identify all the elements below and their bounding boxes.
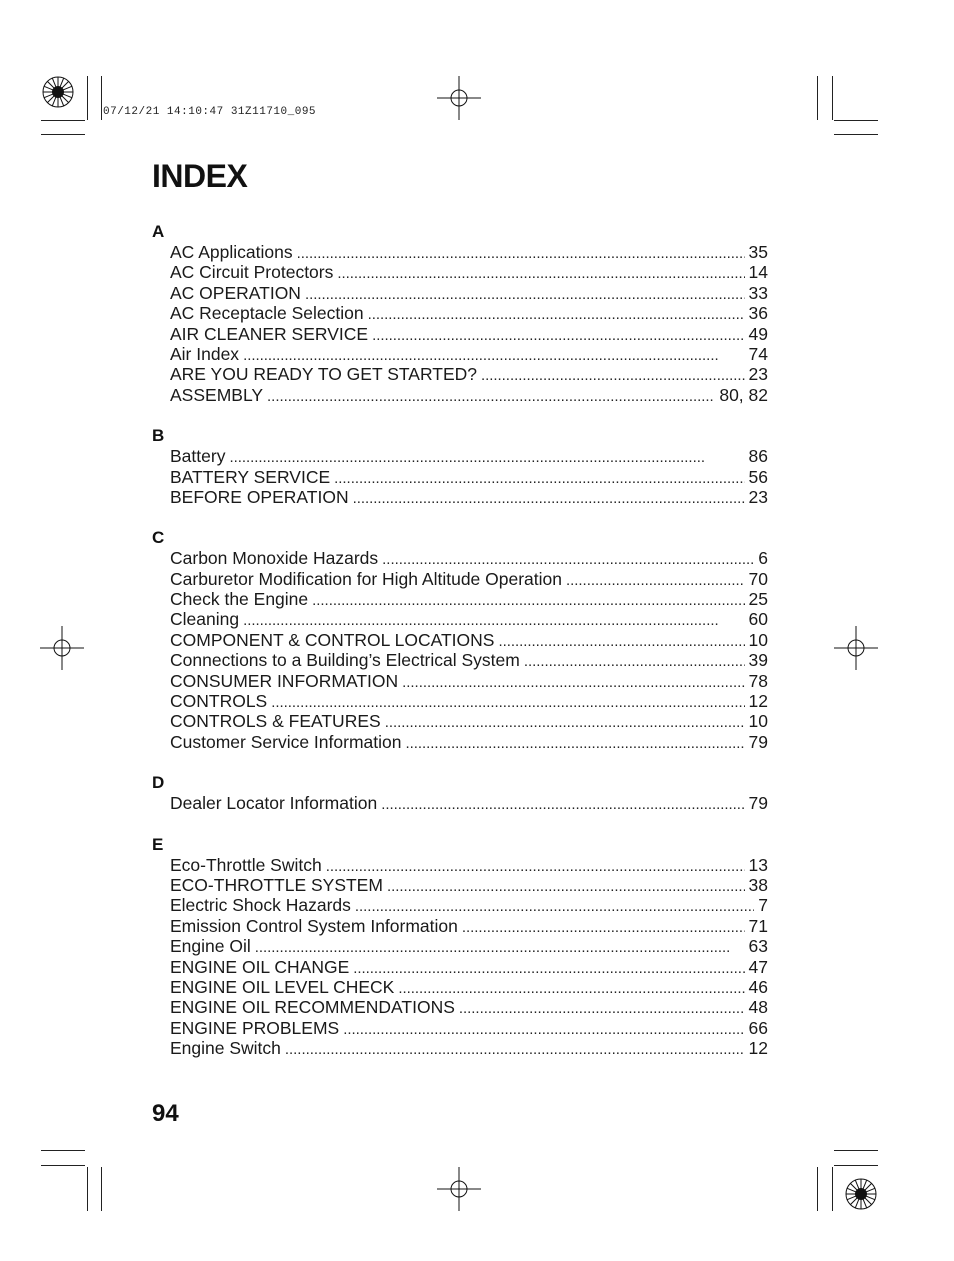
registration-sunburst-icon	[845, 1178, 877, 1210]
index-entry	[170, 609, 768, 629]
entry-page: 23	[748, 486, 768, 507]
index-entry	[170, 487, 768, 507]
entry-page: 12	[748, 691, 768, 712]
dot-leader	[326, 857, 745, 875]
entry-name: Emission Control System Information	[170, 915, 458, 936]
index-entry	[170, 589, 768, 609]
dot-leader	[398, 979, 744, 997]
registration-sunburst-icon	[42, 76, 74, 108]
dot-leader	[343, 1020, 744, 1038]
entry-name: AC Applications	[170, 242, 293, 262]
dot-leader	[355, 897, 754, 915]
entry-page: 35	[748, 242, 768, 262]
entry-name: BEFORE OPERATION	[170, 486, 349, 507]
index-entry	[170, 364, 768, 384]
entry-page: 10	[748, 629, 768, 650]
entry-name: ECO-THROTTLE SYSTEM	[170, 874, 383, 895]
dot-leader	[462, 918, 745, 936]
dot-leader	[255, 938, 745, 956]
index-entry	[170, 242, 768, 262]
entry-name: AC OPERATION	[170, 282, 301, 303]
index-entry	[170, 732, 768, 752]
entry-page: 36	[748, 303, 768, 324]
index-entry	[170, 997, 768, 1017]
index-entry	[170, 324, 768, 344]
section-letter: C	[152, 528, 165, 548]
dot-leader	[297, 244, 745, 262]
index-entry	[170, 262, 768, 282]
entry-name: ENGINE OIL CHANGE	[170, 956, 350, 977]
dot-leader	[372, 326, 744, 344]
entry-page: 13	[748, 854, 768, 875]
entry-name: Engine Switch	[170, 1038, 281, 1059]
entry-page: 79	[748, 793, 768, 814]
entry-page: 78	[748, 670, 768, 691]
dot-leader	[312, 591, 744, 609]
index-entry	[170, 855, 768, 875]
registration-crosshair-icon	[834, 626, 878, 670]
dot-leader	[305, 285, 745, 303]
index-entry	[170, 344, 768, 364]
entry-page: 47	[748, 956, 768, 977]
index-entry	[170, 548, 768, 568]
index-entry	[170, 977, 768, 997]
entry-name: AIR CLEANER SERVICE	[170, 323, 369, 344]
dot-leader	[334, 469, 744, 487]
index-entry	[170, 895, 768, 915]
dot-leader	[353, 959, 744, 977]
entry-name: Engine Oil	[170, 936, 251, 957]
dot-leader	[368, 305, 745, 323]
index-entry	[170, 630, 768, 650]
index-list	[152, 222, 768, 1080]
entry-name: Customer Service Information	[170, 731, 402, 752]
entry-page: 39	[748, 650, 768, 671]
entry-name: ASSEMBLY	[170, 384, 264, 405]
index-entry	[170, 1018, 768, 1038]
entry-page: 70	[748, 568, 768, 589]
section-letter: D	[152, 773, 165, 793]
index-section-e	[152, 835, 768, 1059]
entry-name: ARE YOU READY TO GET STARTED?	[170, 364, 477, 385]
dot-leader	[243, 346, 744, 364]
entry-page: 49	[748, 323, 768, 344]
entry-name: Air Index	[170, 343, 240, 364]
dot-leader	[353, 489, 745, 507]
index-entry	[170, 303, 768, 323]
entry-name: Check the Engine	[170, 589, 309, 610]
index-entry	[170, 569, 768, 589]
dot-leader	[229, 448, 744, 466]
entry-page: 14	[748, 262, 768, 283]
dot-leader	[382, 550, 754, 568]
entry-name: Carburetor Modification for High Altitude Operation	[170, 568, 563, 589]
entry-page: 74	[748, 343, 768, 364]
entry-page: 12	[748, 1038, 768, 1059]
index-section-c	[152, 528, 768, 752]
index-entry	[170, 793, 768, 813]
entry-name: Eco-Throttle Switch	[170, 854, 322, 875]
page-number: 94	[152, 1100, 179, 1127]
registration-crosshair-icon	[437, 1167, 481, 1211]
index-section-a	[152, 222, 768, 405]
entry-name: CONSUMER INFORMATION	[170, 670, 399, 691]
entry-name: Cleaning	[170, 609, 240, 630]
entry-page: 23	[748, 364, 768, 385]
print-stamp: 07/12/21 14:10:47 31Z11710_095	[103, 106, 317, 118]
dot-leader	[524, 652, 745, 670]
entry-name: AC Circuit Protectors	[170, 262, 334, 283]
registration-crosshair-icon	[40, 626, 84, 670]
entry-page: 6	[758, 548, 768, 569]
dot-leader	[285, 1040, 745, 1058]
dot-leader	[267, 387, 715, 405]
index-entry	[170, 385, 768, 405]
entry-page: 79	[748, 731, 768, 752]
entry-page: 10	[748, 711, 768, 732]
entry-name: ENGINE OIL RECOMMENDATIONS	[170, 997, 455, 1018]
dot-leader	[402, 673, 744, 691]
entry-name: BATTERY SERVICE	[170, 466, 331, 487]
index-entry	[170, 711, 768, 731]
dot-leader	[381, 795, 744, 813]
page-title: INDEX	[152, 158, 248, 194]
entry-page: 25	[748, 589, 768, 610]
index-entry	[170, 650, 768, 670]
entry-name: Electric Shock Hazards	[170, 895, 351, 916]
registration-crosshair-icon	[437, 76, 481, 120]
dot-leader	[337, 264, 744, 282]
entry-page: 71	[748, 915, 768, 936]
entry-page: 80, 82	[719, 384, 768, 405]
entry-page: 48	[748, 997, 768, 1018]
index-entry	[170, 875, 768, 895]
dot-leader	[459, 999, 745, 1017]
entry-name: AC Receptacle Selection	[170, 303, 364, 324]
index-entry	[170, 446, 768, 466]
dot-leader	[481, 366, 745, 384]
index-entry	[170, 936, 768, 956]
entry-name: Dealer Locator Information	[170, 793, 378, 814]
index-entry	[170, 283, 768, 303]
entry-name: Battery	[170, 446, 226, 467]
dot-leader	[405, 734, 744, 752]
dot-leader	[385, 713, 745, 731]
entry-page: 63	[748, 936, 768, 957]
section-letter: B	[152, 426, 165, 446]
entry-name: COMPONENT & CONTROL LOCATIONS	[170, 629, 495, 650]
entry-page: 38	[748, 874, 768, 895]
entry-page: 60	[748, 609, 768, 630]
index-entry	[170, 1038, 768, 1058]
index-section-d	[152, 773, 768, 813]
entry-name: CONTROLS & FEATURES	[170, 711, 381, 732]
dot-leader	[566, 571, 745, 589]
entry-name: ENGINE PROBLEMS	[170, 1017, 340, 1038]
index-entry	[170, 671, 768, 691]
entry-name: CONTROLS	[170, 691, 268, 712]
index-entry	[170, 957, 768, 977]
entry-name: Carbon Monoxide Hazards	[170, 548, 379, 569]
dot-leader	[271, 693, 744, 711]
entry-page: 7	[758, 895, 768, 916]
entry-page: 33	[748, 282, 768, 303]
index-entry	[170, 916, 768, 936]
dot-leader	[387, 877, 745, 895]
index-section-b	[152, 426, 768, 507]
entry-name: ENGINE OIL LEVEL CHECK	[170, 976, 395, 997]
index-entry	[170, 691, 768, 711]
index-entry	[170, 467, 768, 487]
entry-page: 46	[748, 976, 768, 997]
entry-name: Connections to a Building’s Electrical System	[170, 650, 520, 671]
entry-page: 56	[748, 466, 768, 487]
entry-page: 66	[748, 1017, 768, 1038]
dot-leader	[498, 632, 744, 650]
entry-page: 86	[748, 446, 768, 467]
section-letter: E	[152, 834, 164, 854]
section-letter: A	[152, 222, 165, 241]
dot-leader	[243, 611, 744, 629]
